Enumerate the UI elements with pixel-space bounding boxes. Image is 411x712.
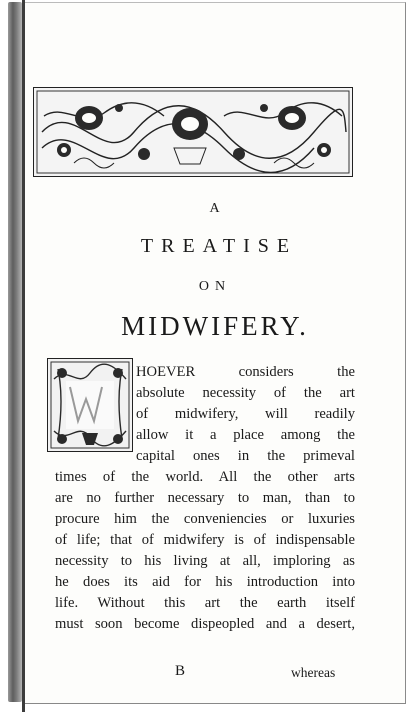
page-title: MIDWIFERY.	[121, 311, 309, 341]
body-line-12: life. Without this art the earth itself	[55, 595, 355, 611]
body-line-3: of midwifery, will readily	[136, 406, 355, 422]
body-line-6: times of the world. All the other arts	[55, 469, 355, 485]
title-preposition: ON	[198, 279, 232, 294]
decorated-initial-icon	[47, 358, 133, 452]
book-page	[25, 2, 406, 704]
body-line-9: of life; that of midwifery is of indispensable	[55, 532, 355, 548]
body-line-11: he does its aid for his introduction into	[55, 574, 355, 590]
body-line-4: allow it a place among the	[136, 427, 355, 443]
book-spine-shadow	[8, 2, 22, 702]
body-line-10: necessity to his living at all, imploring as	[55, 553, 355, 569]
catchword: whereas	[291, 665, 336, 680]
title-article: A	[209, 201, 221, 216]
floral-headpiece-icon	[33, 87, 353, 177]
body-line-8: procure him the conveniencies or luxuries	[55, 511, 355, 527]
body-line-5: capital ones in the primeval	[136, 448, 355, 464]
body-line-13: must soon become dispeopled and a desert,	[55, 616, 355, 632]
signature-mark: B	[175, 663, 186, 679]
body-line-2: absolute necessity of the art	[136, 385, 355, 401]
body-line-7: are no further necessary to man, than to	[55, 490, 355, 506]
body-line-1: HOEVER considers the	[136, 364, 355, 380]
title-treatise: TREATISE	[140, 235, 298, 257]
